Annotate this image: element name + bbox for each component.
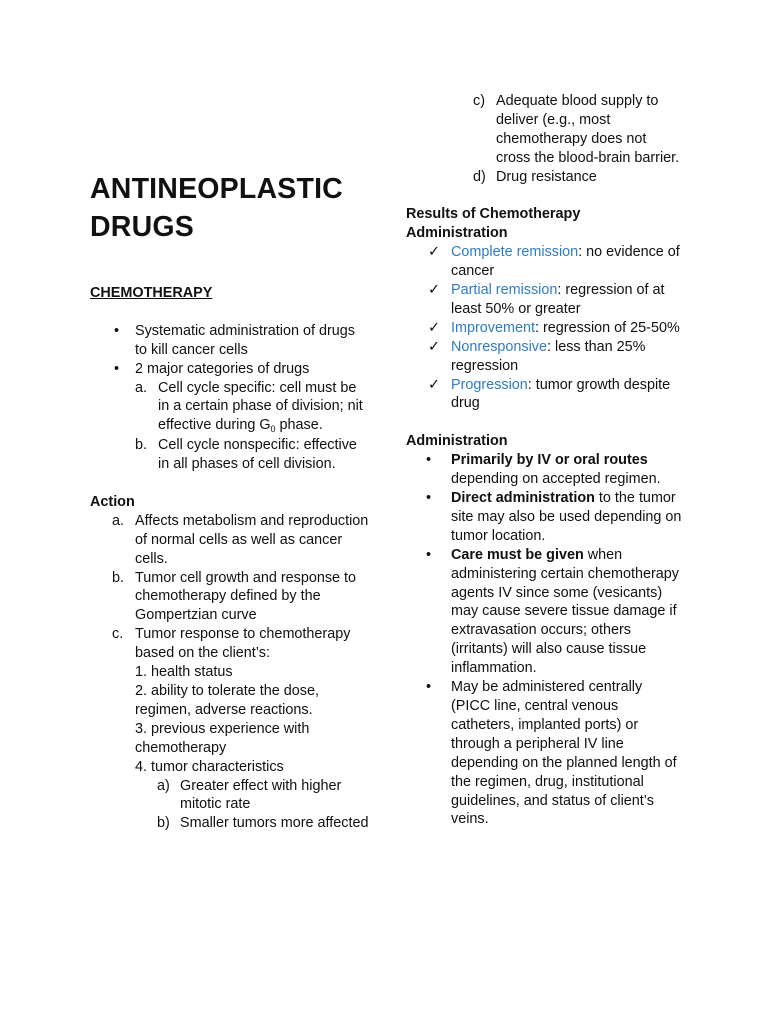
bullet-marker: • (114, 322, 120, 339)
result-text: Improvement: regression of 25-50% (451, 319, 680, 336)
administration-text: Care must be given when administering certain chemotherapy agents IV since some (vesicants) may cause severe tissue damage if extravasation occurs; others (irritants) will also cause tissue inflammation. (451, 546, 679, 677)
bullet-marker: • (426, 452, 432, 469)
list-marker: a. (135, 379, 148, 396)
list-item (406, 451, 684, 489)
bullet-marker: • (426, 679, 432, 696)
chemotherapy-heading: CHEMOTHERAPY (90, 285, 213, 301)
action-text: Tumor cell growth and response to chemotherapy defined by the Gompertzian curve (135, 569, 357, 624)
list-item (157, 777, 370, 815)
characteristic-text: Smaller tumors more affected (180, 815, 369, 832)
subscript: 0 (270, 424, 276, 435)
bullet-marker: • (114, 360, 120, 377)
result-text: Partial remission: regression of at least 50% or greater (451, 282, 665, 317)
list-item (406, 376, 684, 414)
spacer (90, 474, 370, 493)
results-list (406, 243, 684, 413)
spacer (406, 413, 684, 432)
action-text: Tumor response to chemotherapy based on the client’s: 1. health status 2. ability to tolerate the dose, regimen, adverse reactions. 3. previous experience with chemotherapy 4. tumor characteristics a) Greater effect with higher mitotic rate b) Smaller tumors more affected (135, 626, 369, 832)
list-item (112, 625, 370, 833)
result-text: Progression: tumor growth despite drug (451, 376, 671, 412)
list-marker: b) (157, 815, 170, 832)
list-item (406, 243, 684, 281)
left-column (90, 170, 370, 833)
right-column (406, 92, 684, 829)
list-item (406, 338, 684, 376)
list-marker: c) (473, 93, 485, 109)
spacer (90, 303, 370, 322)
action-list (112, 512, 370, 833)
list-item (135, 379, 370, 437)
list-marker: c. (112, 626, 124, 643)
result-text: Complete remission: no evidence of cancer (451, 244, 680, 280)
characteristic-text: Adequate blood supply to deliver (e.g., most chemotherapy does not cross the blood-brain barrier. (496, 93, 680, 166)
result-term: Complete remission (451, 244, 579, 261)
checkmark-icon: ✓ (428, 244, 441, 261)
list-marker: d) (473, 168, 486, 185)
action-text: Affects metabolism and reproduction of normal cells as well as cancer cells. (135, 512, 369, 567)
list-item (90, 322, 370, 360)
action-heading: Action (90, 493, 135, 510)
list-item (157, 814, 370, 833)
drug-categories (135, 379, 370, 475)
factor-line: 4. tumor characteristics (135, 758, 284, 775)
checkmark-icon: ✓ (428, 282, 441, 299)
list-item (406, 678, 684, 829)
checkmark-icon: ✓ (428, 338, 441, 355)
list-marker: a. (112, 512, 125, 529)
spacer (406, 187, 684, 206)
factor-line: 3. previous experience with chemotherapy (135, 720, 310, 756)
result-term: Progression (451, 376, 528, 393)
list-item (406, 319, 684, 338)
list-marker: a) (157, 777, 170, 794)
bullet-text: Systematic administration of drugs to kill cancer cells (135, 322, 355, 358)
characteristic-text: Greater effect with higher mitotic rate (180, 777, 342, 813)
result-text: Nonresponsive: less than 25% regression (451, 338, 646, 374)
administration-list (406, 451, 684, 829)
result-term: Nonresponsive (451, 338, 547, 355)
bullet-text: 2 major categories of drugs (135, 360, 310, 377)
chemotherapy-bullets (90, 322, 370, 379)
list-item (473, 168, 684, 187)
page-title (90, 170, 370, 246)
list-item (406, 489, 684, 546)
characteristic-text: Drug resistance (496, 168, 597, 185)
bullet-marker: • (426, 546, 432, 563)
title-line-2: DRUGS (90, 211, 194, 243)
factor-line: 1. health status (135, 664, 233, 681)
list-item (406, 546, 684, 678)
title-line-1: ANTINEOPLASTIC (90, 173, 343, 205)
bullet-marker: • (426, 490, 432, 506)
category-text: Cell cycle specific: cell must be in a certain phase of division; nit effective during $G_0$ phase. (158, 379, 363, 435)
administration-text: May be administered centrally (PICC line, central venous catheters, implanted ports) or through a peripheral IV line depending on the planned length of the regimen, drug, institutional guidelines, and status of client’s veins. (451, 679, 677, 828)
list-item (112, 569, 370, 626)
checkmark-icon: ✓ (428, 319, 441, 336)
administration-text: Primarily by IV or oral routes depending on accepted regimen. (451, 452, 661, 488)
tumor-characteristics-continued (473, 92, 684, 187)
list-item (90, 360, 370, 379)
results-heading: Results of Chemotherapy Administration (406, 206, 581, 242)
list-item (112, 512, 370, 569)
checkmark-icon: ✓ (428, 376, 441, 393)
tumor-characteristics (157, 777, 370, 834)
list-marker: b. (112, 569, 125, 586)
factor-line: 2. ability to tolerate the dose, regimen, adverse reactions. (135, 683, 319, 718)
list-item (473, 92, 684, 168)
list-item (135, 436, 370, 474)
list-marker: b. (135, 437, 148, 454)
result-term: Improvement (451, 319, 535, 336)
category-text: Cell cycle nonspecific: effective in all phases of cell division. (158, 437, 357, 473)
result-term: Partial remission (451, 282, 558, 299)
list-item (406, 281, 684, 319)
administration-heading: Administration (406, 433, 508, 450)
administration-text: Direct administration to the tumor site may also be used depending on tumor location. (451, 490, 682, 544)
